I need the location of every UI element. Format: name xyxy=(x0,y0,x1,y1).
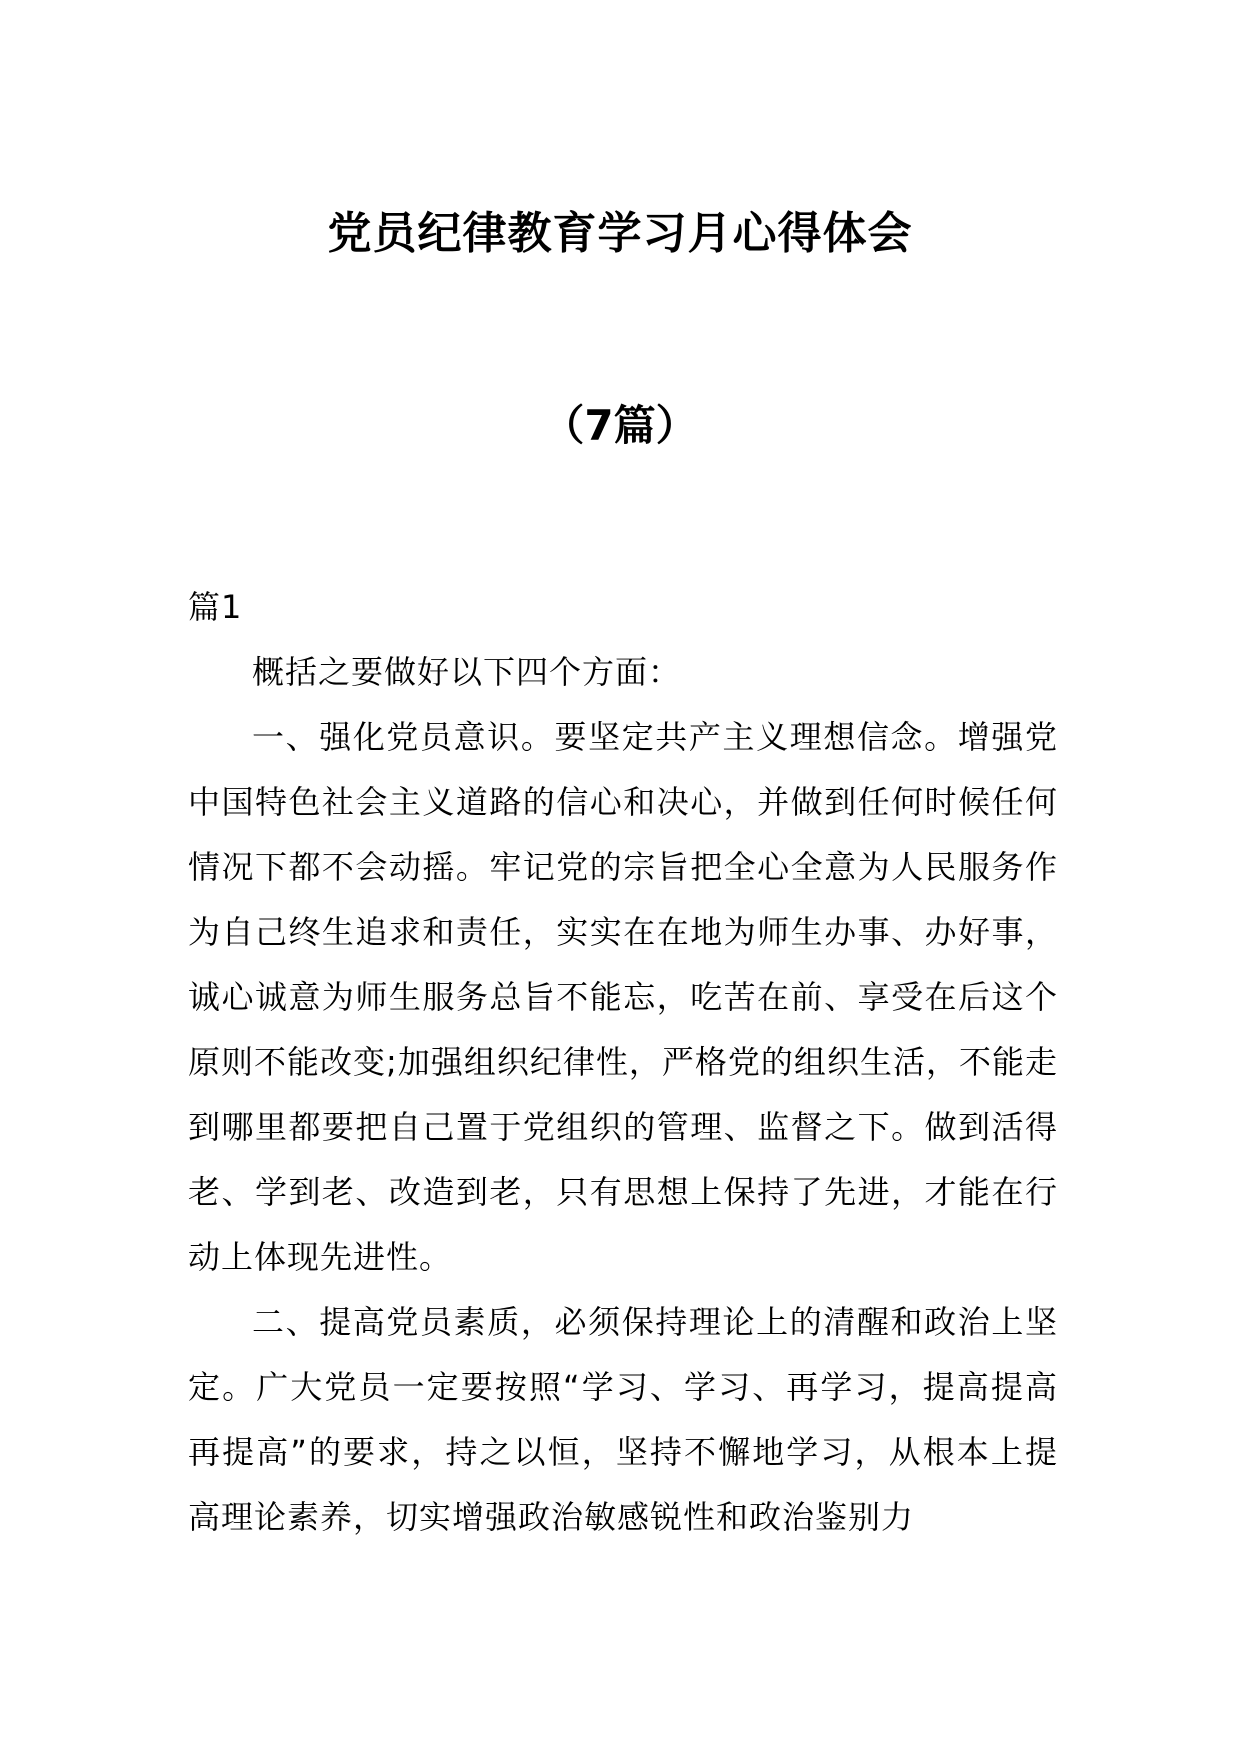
document-body xyxy=(188,575,1058,1550)
paragraph-party-quality: 二、提高党员素质，必须保持理论上的清醒和政治上坚定。广大党员一定要按照“学习、学习、再学习，提高提高再提高”的要求，持之以恒，坚持不懈地学习，从根本上提高理论素养，切实增强政治敏感锐性和政治鉴别力 xyxy=(188,1303,1058,1536)
section-label: 篇1 xyxy=(188,588,243,626)
document-subtitle: （7篇） xyxy=(542,401,698,450)
document-title: 党员纪律教育学习月心得体会 xyxy=(327,208,913,259)
paragraph-intro: 概括之要做好以下四个方面： xyxy=(252,653,682,691)
paragraph-party-awareness: 一、强化党员意识。要坚定共产主义理想信念。增强党中国特色社会主义道路的信心和决心，并做到任何时候任何情况下都不会动摇。牢记党的宗旨把全心全意为人民服务作为自己终生追求和责任，实实在在地为师生办事、办好事，诚心诚意为师生服务总旨不能忘，吃苦在前、享受在后这个原则不能改变;加强组织纪律性，严格党的组织生活，不能走到哪里都要把自己置于党组织的管理、监督之下。做到活得老、学到老、改造到老，只有思想上保持了先进，才能在行动上体现先进性。 xyxy=(188,718,1058,1276)
